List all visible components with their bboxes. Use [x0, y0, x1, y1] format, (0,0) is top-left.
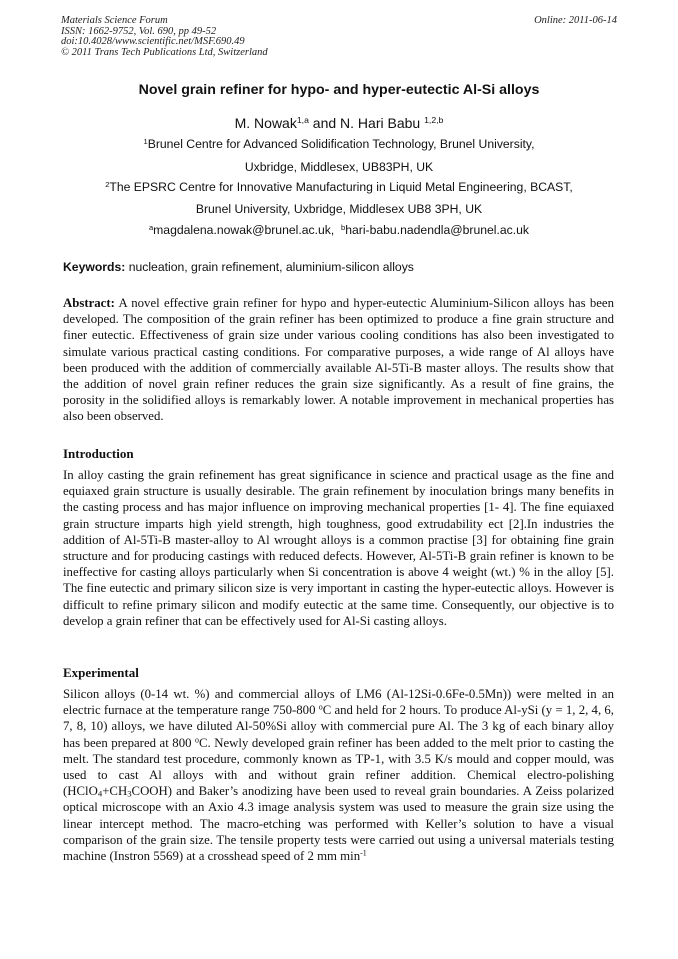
running-header	[61, 16, 617, 58]
section-heading-introduction: Introduction	[63, 446, 134, 461]
affiliation-1-line-1	[0, 137, 678, 151]
email-address: magdalena.nowak@brunel.ac.uk,	[153, 223, 335, 237]
email-address: hari-babu.nadendla@brunel.ac.uk	[345, 223, 530, 237]
abstract	[63, 295, 614, 425]
copyright-line: © 2011 Trans Tech Publications Ltd, Switzerland	[61, 46, 268, 58]
affiliation-1-line-2: Uxbridge, Middlesex, UB83PH, UK	[244, 160, 434, 174]
affiliation-mark: 1	[143, 136, 148, 146]
journal-name: Materials Science Forum	[61, 15, 168, 26]
abstract-label: Abstract:	[63, 296, 115, 310]
affiliation-2-line-1	[0, 180, 678, 194]
author-affiliation-mark: 1,a	[296, 115, 309, 126]
author-name: M. Nowak	[234, 115, 297, 131]
abstract-text: A novel effective grain refiner for hypo and hyper-eutectic Aluminium-Silicon alloys has been developed. The composition of the grain refiner has been optimized to produce a fine grain structure and finer eutectic. Effectiveness of grain size under various cooling conditions has also been investigated to simulate various practical casting conditions. For comparative purposes, a wide range of Al alloys have been produced with the addition of commercially available Al-5Ti-B master alloys. The results show that the addition of novel grain refiner reduces the grain size significantly. As a result of fine grains, the porosity in the solidified alloys is remarkably lower. A notable improvement in mechanical properties has also been observed.	[63, 296, 614, 424]
degree-mark: o	[195, 735, 199, 745]
experimental-text: COOH) and Baker’s anodizing have been used to reveal grain boundaries. A Zeiss polarized optical microscope with an Axio 4.3 image analysis system was used to measure the grain size using the linear intercept method. The macro-etching was performed with Keller’s solution to have a visual comparison of the grain size. The tensile property tests were carried out using a universal materials testing machine (Instron 5569) at a crosshead speed of 2 mm min	[63, 784, 614, 864]
experimental-body	[63, 686, 614, 864]
online-date: Online: 2011-06-14	[534, 15, 617, 26]
subscript: 4	[97, 788, 103, 799]
keywords	[63, 260, 414, 274]
paper-title: Novel grain refiner for hypo- and hyper-eutectic Al-Si alloys	[138, 82, 540, 98]
superscript: -1	[360, 848, 367, 858]
author-name: N. Hari Babu	[340, 115, 421, 131]
affiliation-text: The EPSRC Centre for Innovative Manufacturing in Liquid Metal Engineering, BCAST,	[109, 180, 573, 194]
introduction-body: In alloy casting the grain refinement has great significance in science and practical usage as the fine and equiaxed grain structure is usually desirable. The grain refinement by inoculation brings many benefits in the casting process and has major influence on improving mechanical properties [1- 4]. The fine equiaxed grain structure imparts high yield strength, high toughness, good extrudability ect [2].In industries the addition of Al-5Ti-B master-alloy to Al wrought alloys is a common practise [3] for obtaining fine grain structure and for producing castings with reduced defects. However, Al-5Ti-B grain refiner is known to be ineffective for casting alloys particularly when Si concentration is above 4 weight (wt.) % in the alloy [5]. The fine eutectic and primary silicon size is very important in casting the hyper-eutectic alloys. However is difficult to refine primary silicon and modify eutectic at the same time. Consequently, our objective is to develop a grain refiner that can be effectively used for Al-Si casting alloys.	[63, 468, 614, 628]
subscript: 3	[127, 788, 132, 799]
affiliation-mark: 2	[105, 179, 110, 189]
email-mark: a	[148, 222, 154, 232]
doi-line: doi:10.4028/www.scientific.net/MSF.690.49	[61, 36, 245, 48]
degree-mark: o	[318, 702, 323, 712]
section-heading-experimental: Experimental	[63, 665, 139, 680]
author-conjunction: and	[312, 115, 337, 131]
email-line	[0, 223, 678, 237]
author-affiliation-mark: 1,2,b	[424, 115, 444, 126]
affiliation-text: Brunel Centre for Advanced Solidification Technology, Brunel University,	[147, 137, 535, 151]
issn-line: ISSN: 1662-9752, Vol. 690, pp 49-52	[61, 25, 217, 37]
experimental-text: C and held for 2 hours. To produce Al-ySi (y = 1, 2, 4, 6, 7, 8, 10) alloys, we have diluted Al-50%Si alloy with commercial pure Al. The 3 kg of each binary alloy has been prepared at 800	[63, 703, 614, 750]
experimental-text: +CH	[102, 784, 128, 799]
experimental-text: Silicon alloys (0-14 wt. %) and commercial alloys of LM6 (Al-12Si-0.6Fe-0.5Mn)) were melted in an electric furnace at the temperature range 750-800	[63, 687, 614, 718]
keywords-label: Keywords:	[63, 260, 126, 274]
experimental-text: C. Newly developed grain refiner has been added to the melt prior to casting the melt. The standard test procedure, commonly known as TP-1, with 3.5 K/s mould and copper mould, was used to cast Al alloys with and without grain refiner addition. Chemical electro-polishing (HClO	[63, 735, 614, 799]
keywords-text: nucleation, grain refinement, aluminium-silicon alloys	[128, 260, 414, 274]
email-mark: b	[341, 222, 346, 232]
author-line	[0, 115, 678, 131]
affiliation-2-line-2: Brunel University, Uxbridge, Middlesex UB8 3PH, UK	[195, 202, 483, 216]
